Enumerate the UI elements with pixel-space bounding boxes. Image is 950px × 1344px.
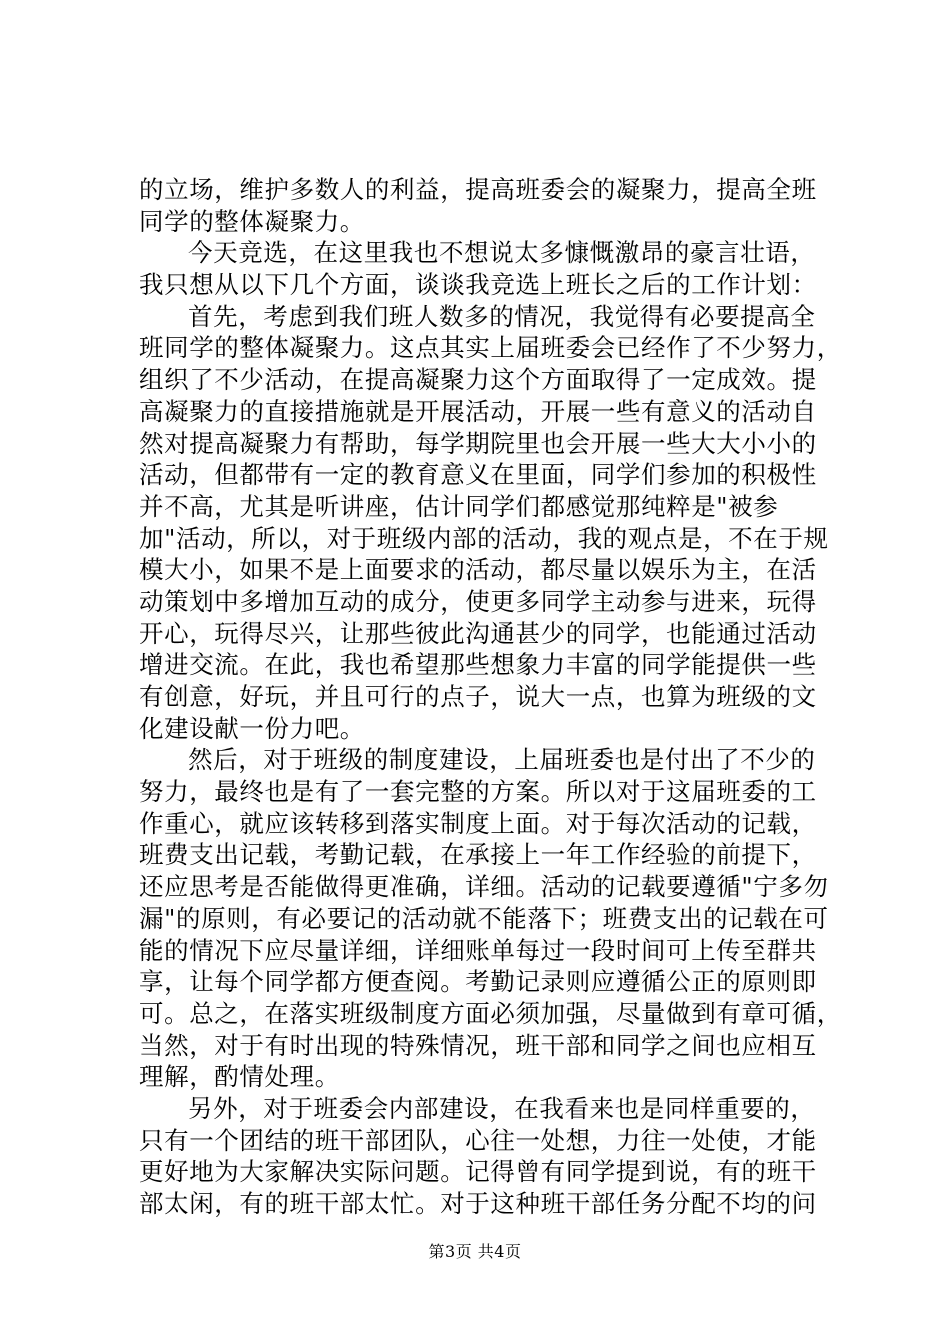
paragraph-line: 的立场，维护多数人的利益，提高班委会的凝聚力，提高全班 [139,175,817,204]
paragraph-line: 班同学的整体凝聚力。这点其实上届班委会已经作了不少努力， [139,333,842,363]
paragraph-line: 只有一个团结的班干部团队，心往一处想，力往一处使，才能 [139,1125,817,1155]
paragraph-line: 可。总之，在落实班级制度方面必须加强，尽量做到有章可循， [139,998,842,1028]
paragraph-line: 开心，玩得尽兴，让那些彼此沟通甚少的同学，也能通过活动 [139,618,817,648]
paragraph-first-line: 今天竞选，在这里我也不想说太多慷慨激昂的豪言壮语， [188,238,816,268]
paragraph-line: 我只想从以下几个方面，谈谈我竞选上班长之后的工作计划： [139,270,817,300]
paragraph-line: 能的情况下应尽量详细，详细账单每过一段时间可上传至群共 [139,935,817,965]
paragraph-line: 当然，对于有时出现的特殊情况，班干部和同学之间也应相互 [139,1030,817,1060]
paragraph-line: 有创意，好玩，并且可行的点子，说大一点，也算为班级的文 [139,682,817,711]
document-body [139,174,842,1220]
paragraph-line: 化建设献一份力吧。 [139,713,365,743]
paragraph-line: 活动，但都带有一定的教育意义在里面，同学们参加的积极性 [139,460,817,490]
paragraph-line: 漏"的原则，有必要记的活动就不能落下；班费支出的记载在可 [139,903,829,933]
paragraph-first-line: 另外，对于班委会内部建设，在我看来也是同样重要的， [188,1093,816,1123]
paragraph-line: 还应思考是否能做得更准确，详细。活动的记载要遵循"宁多勿 [139,872,829,902]
paragraph-line: 加"活动，所以，对于班级内部的活动，我的观点是，不在于规 [139,523,829,553]
paragraph-line: 高凝聚力的直接措施就是开展活动，开展一些有意义的活动自 [139,396,817,426]
paragraph-first-line: 然后，对于班级的制度建设，上届班委也是付出了不少的 [188,745,816,775]
paragraph-line: 组织了不少活动，在提高凝聚力这个方面取得了一定成效。提 [139,365,817,395]
paragraph-first-line: 首先，考虑到我们班人数多的情况，我觉得有必要提高全 [188,301,816,331]
paragraph-line: 并不高，尤其是听讲座，估计同学们都感觉那纯粹是"被参 [139,491,779,521]
paragraph-line: 更好地为大家解决实际问题。记得曾有同学提到说，有的班干 [139,1157,817,1187]
paragraph-line: 动策划中多增加互动的成分，使更多同学主动参与进来，玩得 [139,586,817,616]
paragraph-line: 理解，酌情处理。 [139,1062,340,1092]
paragraph-line: 模大小，如果不是上面要求的活动，都尽量以娱乐为主，在活 [139,555,817,585]
paragraph-line: 努力，最终也是有了一套完整的方案。所以对于这届班委的工 [139,777,817,807]
paragraph-line: 作重心，就应该转移到落实制度上面。对于每次活动的记载， [139,808,817,838]
page-footer: 第3页 共4页 [428,1242,522,1261]
paragraph-line: 然对提高凝聚力有帮助，每学期院里也会开展一些大大小小的 [139,428,817,458]
paragraph-line: 享，让每个同学都方便查阅。考勤记录则应遵循公正的原则即 [139,967,817,997]
paragraph-line: 同学的整体凝聚力。 [139,206,365,236]
paragraph-line: 班费支出记载，考勤记载，在承接上一年工作经验的前提下， [139,840,817,870]
paragraph-line: 部太闲，有的班干部太忙。对于这种班干部任务分配不均的问 [139,1189,817,1218]
paragraph-line: 增进交流。在此，我也希望那些想象力丰富的同学能提供一些 [139,650,817,680]
